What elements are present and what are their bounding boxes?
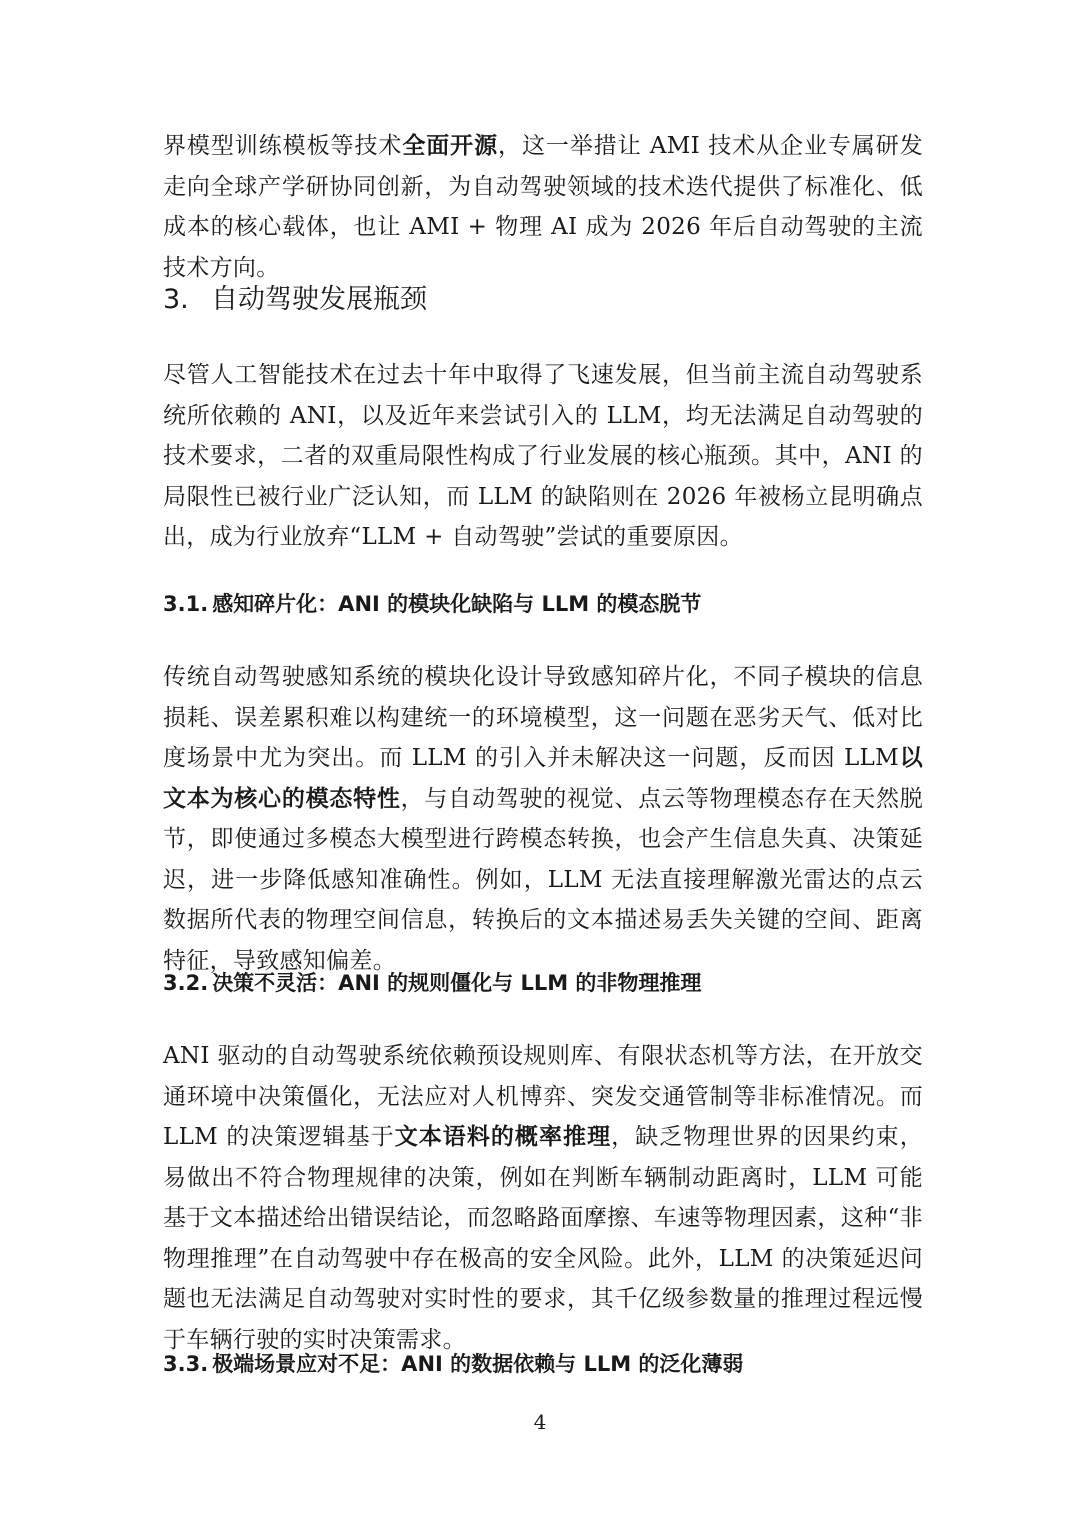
section-3-2-heading (163, 966, 701, 1000)
section-3-1-bold: 以文本为核心的模态特性 (163, 744, 923, 812)
section-3-3-title: 极端场景应对不足：ANI 的数据依赖与 LLM 的泛化薄弱 (212, 1352, 744, 1376)
section-3-2-title: 决策不灵活：ANI 的规则僵化与 LLM 的非物理推理 (212, 971, 702, 995)
section-3-2-text-2: ，缺乏物理世界的因果约束，易做出不符合物理规律的决策，例如在判断车辆制动距离时，LLM 可能基于文本描述给出错误结论，而忽略路面摩擦、车速等物理因素，这种“非物理推理”在自动驾驶中存在极高的安全风险。此外，LLM 的决策延迟问题也无法满足自动驾驶对实时性的要求，其千亿级参数量的推理过程远慢于车辆行驶的实时决策需求。 (163, 1124, 923, 1353)
paragraph-top-bold: 全面开源 (402, 132, 499, 159)
section-3-2-bold: 文本语料的概率推理 (394, 1123, 612, 1150)
section-3-2-paragraph (163, 1036, 923, 1360)
section-3-number: 3. (163, 284, 189, 315)
section-3-2-text-1: ANI 驱动的自动驾驶系统依赖预设规则库、有限状态机等方法，在开放交通环境中决策僵化，无法应对人机博弈、突发交通管制等非标准情况。而 LLM 的决策逻辑基于 (163, 1043, 923, 1150)
paragraph-top (163, 126, 923, 288)
section-3-2-number: 3.2. (163, 971, 209, 995)
section-3-1-text-2: ，与自动驾驶的视觉、点云等物理模态存在天然脱节，即使通过多模态大模型进行跨模态转换，也会产生信息失真、决策延迟，进一步降低感知准确性。例如，LLM 无法直接理解激光雷达的点云数据所代表的物理空间信息，转换后的文本描述易丢失关键的空间、距离特征，导致感知偏差。 (163, 785, 924, 974)
section-3-intro: 尽管人工智能技术在过去十年中取得了飞速发展，但当前主流自动驾驶系统所依赖的 ANI，以及近年来尝试引入的 LLM，均无法满足自动驾驶的技术要求，二者的双重局限性构成了行业发展的核心瓶颈。其中，ANI 的局限性已被行业广泛认知，而 LLM 的缺陷则在 2026 年被杨立昆明确点出，成为行业放弃“LLM + 自动驾驶”尝试的重要原因。 (163, 362, 923, 550)
section-3-3-heading (163, 1347, 743, 1381)
section-3-title: 自动驾驶发展瓶颈 (211, 284, 427, 315)
section-3-3-number: 3.3. (163, 1352, 209, 1376)
section-3-1-text-1: 传统自动驾驶感知系统的模块化设计导致感知碎片化，不同子模块的信息损耗、误差累积难以构建统一的环境模型，这一问题在恶劣天气、低对比度场景中尤为突出。而 LLM 的引入并未解决这一问题，反而因 LLM (163, 664, 923, 771)
section-3-1-heading (163, 587, 701, 621)
section-3-1-number: 3.1. (163, 592, 209, 616)
paragraph-top-text-1: 界模型训练模板等技术 (163, 133, 403, 159)
section-3-1-paragraph (163, 657, 923, 981)
section-3-1-title: 感知碎片化：ANI 的模块化缺陷与 LLM 的模态脱节 (212, 592, 702, 616)
paragraph-top-text-2: ，这一举措让 AMI 技术从企业专属研发走向全球产学研协同创新，为自动驾驶领域的技术迭代提供了标准化、低成本的核心载体，也让 AMI + 物理 AI 成为 2026 年后自动驾驶的主流技术方向。 (163, 133, 924, 281)
section-3-heading (163, 280, 427, 320)
page-number: 4 (533, 1410, 547, 1434)
